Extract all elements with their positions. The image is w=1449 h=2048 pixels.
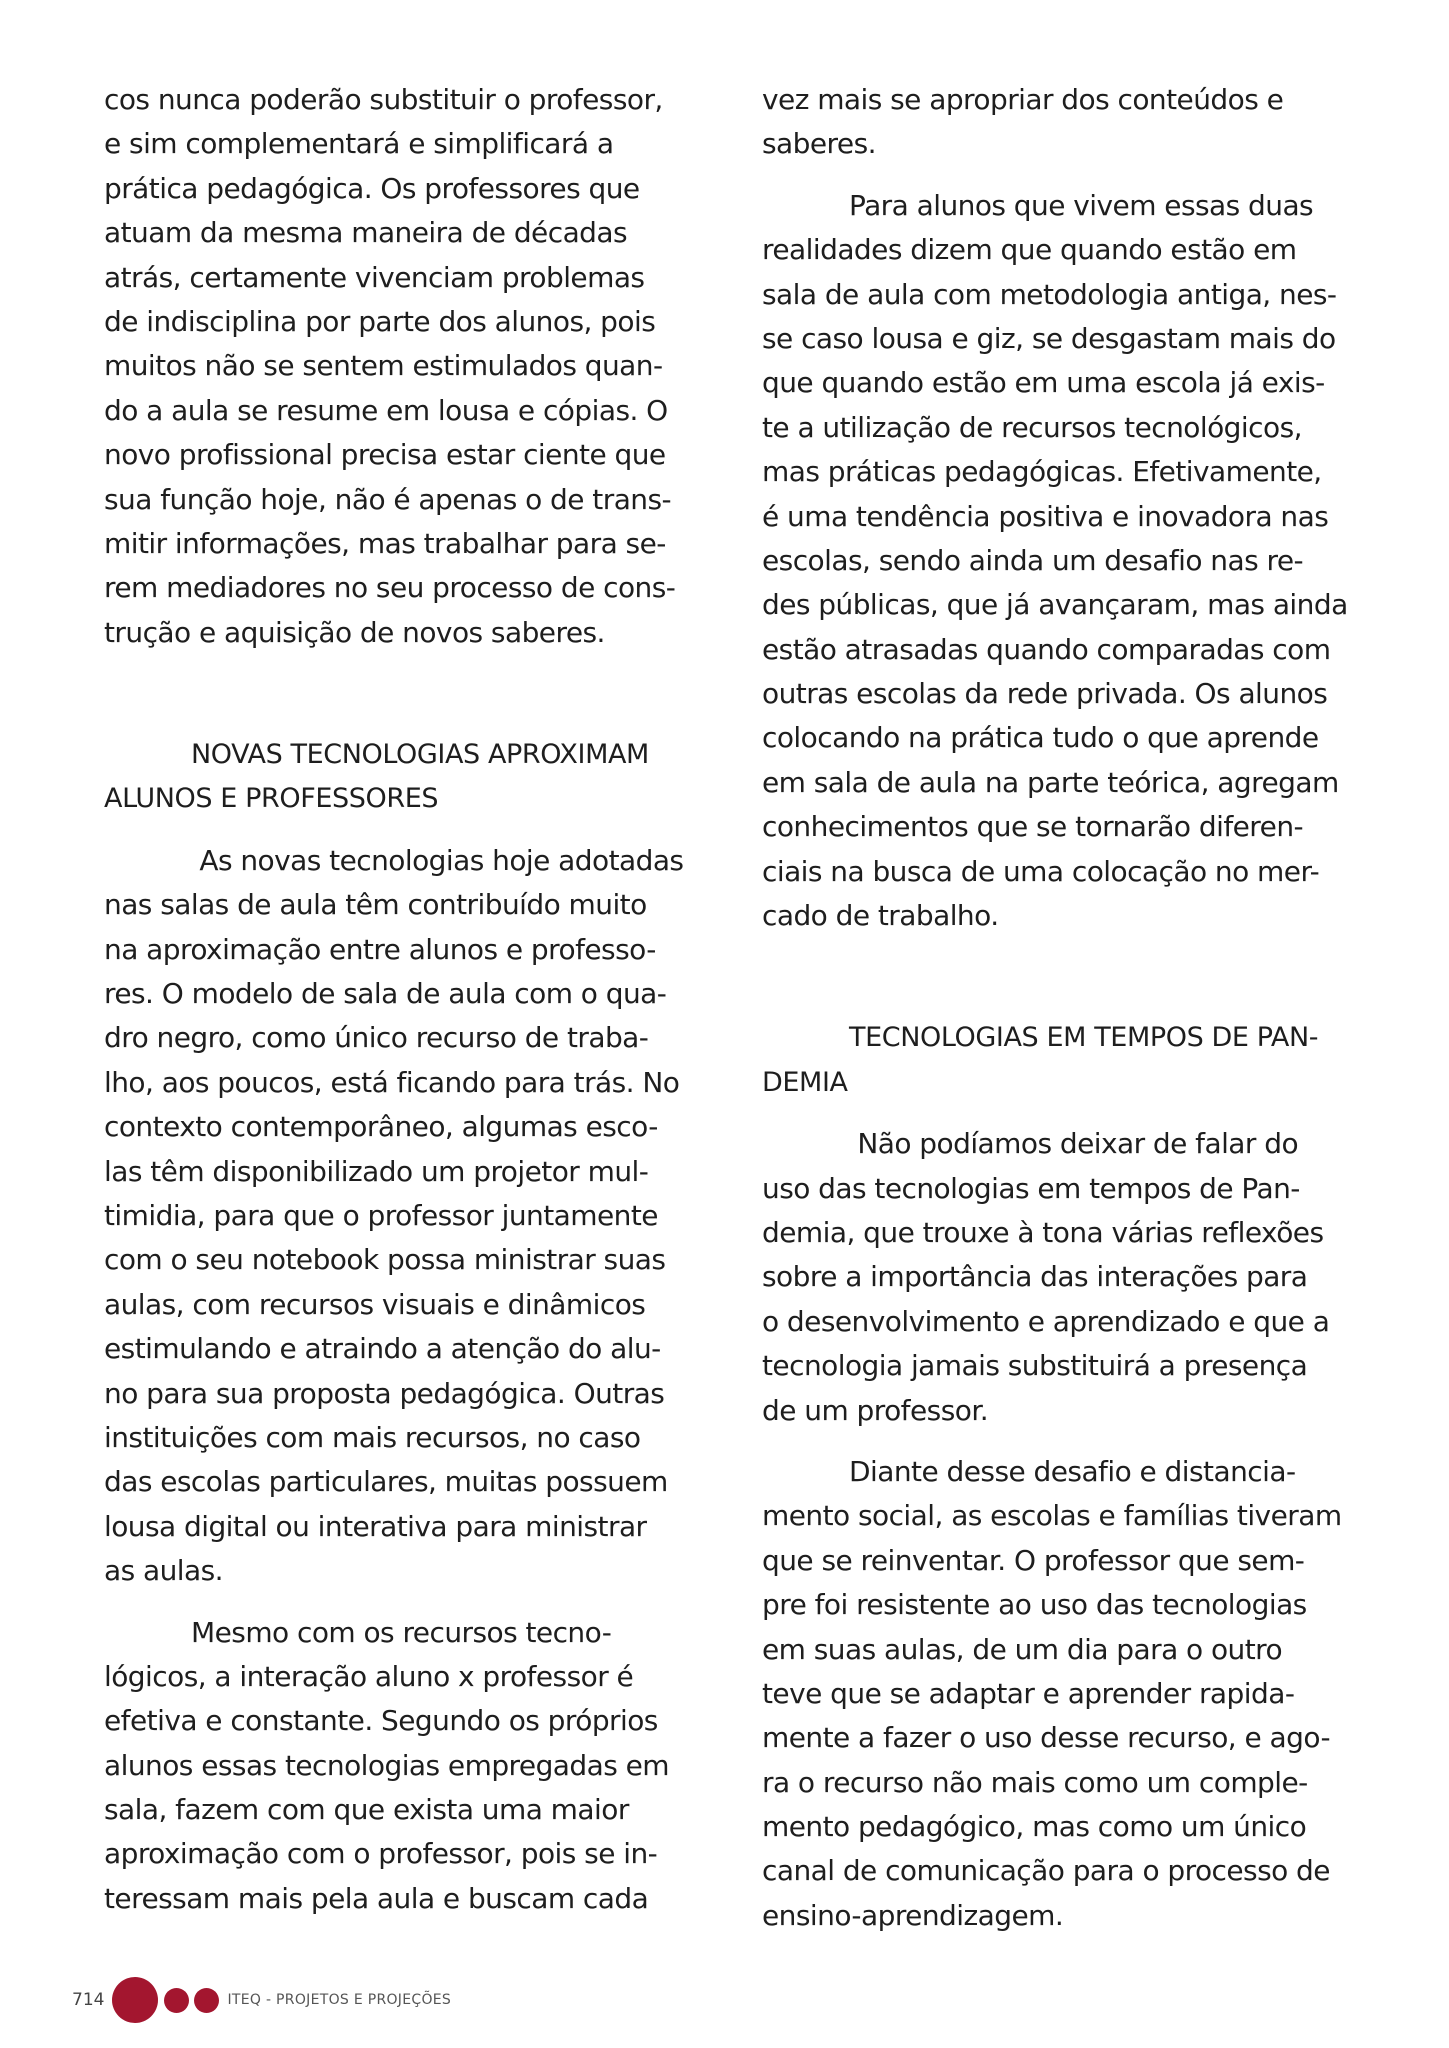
text-line: outras escolas da rede privada. Os alunos (762, 677, 1328, 711)
text-line: que quando estão em uma escola já exis- (762, 366, 1325, 400)
text-line: Mesmo com os recursos tecno- (191, 1615, 612, 1649)
text-line: sala de aula com metodologia antiga, nes- (762, 277, 1337, 311)
text-line: mas práticas pedagógicas. Efetivamente, (762, 455, 1322, 489)
text-line: estimulando e atraindo a atenção do alu- (104, 1332, 661, 1366)
text-line: demia, que trouxe à tona várias reflexões (762, 1215, 1324, 1249)
text-line: com o seu notebook possa ministrar suas (104, 1243, 666, 1277)
text-line: instituições com mais recursos, no caso (104, 1420, 641, 1454)
text-line: teve que se adaptar e aprender rapida- (762, 1676, 1295, 1710)
text-line: na aproximação entre alunos e professo- (104, 932, 656, 966)
paragraph (762, 1450, 1372, 1938)
text-line: lho, aos poucos, está ficando para trás. No (104, 1065, 680, 1099)
text-line: no para sua proposta pedagógica. Outras (104, 1376, 665, 1410)
text-line: o desenvolvimento e aprendizado e que a (762, 1304, 1330, 1338)
text-line: conhecimentos que se tornarão diferen- (762, 810, 1304, 844)
text-line: mitir informações, mas trabalhar para se- (104, 526, 666, 560)
text-line: das escolas particulares, muitas possuem (104, 1465, 668, 1499)
paragraph (104, 78, 714, 655)
text-line: muitos não se sentem estimulados quan- (104, 349, 663, 383)
text-line: de um professor. (762, 1393, 989, 1427)
decorative-dot-icon (164, 1988, 189, 2013)
text-line: As novas tecnologias hoje adotadas (191, 843, 684, 877)
text-line: aproximação com o professor, pois se in- (104, 1837, 658, 1871)
text-line: tecnologia jamais substituirá a presença (762, 1349, 1308, 1383)
text-line: trução e aquisição de novos saberes. (104, 615, 605, 649)
text-line: te a utilização de recursos tecnológicos, (762, 410, 1302, 444)
text-line: contexto contemporâneo, algumas esco- (104, 1110, 658, 1144)
text-line: prática pedagógica. Os professores que (104, 171, 640, 205)
text-line: estão atrasadas quando comparadas com (762, 632, 1331, 666)
text-line: que se reinventar. O professor que sem- (762, 1543, 1305, 1577)
text-line: cado de trabalho. (762, 899, 999, 933)
page-number: 714 (72, 1990, 105, 2010)
section-heading (762, 1016, 1372, 1105)
right-column (762, 78, 1372, 1938)
paragraph (104, 839, 714, 1594)
heading-line: TECNOLOGIAS EM TEMPOS DE PAN- (849, 1022, 1319, 1054)
paragraph (762, 78, 1372, 167)
text-line: lousa digital ou interativa para ministrar (104, 1509, 647, 1543)
text-line: sala, fazem com que exista uma maior (104, 1793, 629, 1827)
paragraph (762, 1122, 1372, 1433)
text-line: rem mediadores no seu processo de cons- (104, 571, 676, 605)
section-heading (104, 733, 714, 822)
text-line: atuam da mesma maneira de décadas (104, 216, 628, 250)
text-line: sua função hoje, não é apenas o de trans- (104, 482, 672, 516)
text-line: timidia, para que o professor juntamente (104, 1198, 658, 1232)
text-line: alunos essas tecnologias empregadas em (104, 1748, 670, 1782)
text-line: des públicas, que já avançaram, mas ainda (762, 588, 1348, 622)
text-line: pre foi resistente ao uso das tecnologias (762, 1588, 1307, 1622)
text-line: do a aula se resume em lousa e cópias. O (104, 393, 668, 427)
text-line: as aulas. (104, 1554, 224, 1588)
text-line: se caso lousa e giz, se desgastam mais do (762, 321, 1336, 355)
heading-line: NOVAS TECNOLOGIAS APROXIMAM (191, 739, 649, 771)
text-line: mente a fazer o uso desse recurso, e ago- (762, 1721, 1331, 1755)
heading-line: DEMIA (762, 1066, 848, 1098)
text-line: canal de comunicação para o processo de (762, 1854, 1330, 1888)
decorative-dot-icon (112, 1977, 158, 2023)
text-line: dro negro, como único recurso de traba- (104, 1021, 649, 1055)
paragraph (104, 1611, 714, 1922)
text-line: de indisciplina por parte dos alunos, pois (104, 304, 656, 338)
text-line: e sim complementará e simplificará a (104, 127, 614, 161)
page-footer (72, 1980, 451, 2020)
text-line: mento pedagógico, mas como um único (762, 1810, 1307, 1844)
text-line: atrás, certamente vivenciam problemas (104, 260, 645, 294)
text-line: ciais na busca de uma colocação no mer- (762, 854, 1320, 888)
text-line: lógicos, a interação aluno x professor é (104, 1659, 634, 1693)
text-line: vez mais se apropriar dos conteúdos e (762, 83, 1284, 116)
text-line: efetiva e constante. Segundo os próprios (104, 1704, 658, 1738)
text-line: res. O modelo de sala de aula com o qua- (104, 977, 667, 1011)
text-line: cos nunca poderão substituir o professor, (104, 83, 663, 116)
text-line: uso das tecnologias em tempos de Pan- (762, 1171, 1300, 1205)
text-line: é uma tendência positiva e inovadora nas (762, 499, 1329, 533)
text-line: colocando na prática tudo o que aprende (762, 721, 1319, 755)
decorative-dot-icon (194, 1988, 219, 2013)
text-line: mento social, as escolas e famílias tiveram (762, 1499, 1342, 1533)
text-line: sobre a importância das interações para (762, 1260, 1308, 1294)
text-line: Diante desse desafio e distancia- (849, 1454, 1296, 1488)
text-line: realidades dizem que quando estão em (762, 233, 1297, 267)
left-column (104, 78, 714, 1921)
text-line: Não podíamos deixar de falar do (849, 1127, 1299, 1161)
text-line: novo profissional precisa estar ciente que (104, 438, 666, 472)
text-line: Para alunos que vivem essas duas (849, 188, 1314, 222)
text-line: ensino-aprendizagem. (762, 1898, 1064, 1932)
text-line: ra o recurso não mais como um comple- (762, 1765, 1308, 1799)
text-line: nas salas de aula têm contribuído muito (104, 888, 647, 922)
text-line: em sala de aula na parte teórica, agregam (762, 765, 1339, 799)
text-line: las têm disponibilizado um projetor mul- (104, 1154, 649, 1188)
text-line: em suas aulas, de um dia para o outro (762, 1632, 1283, 1666)
text-line: escolas, sendo ainda um desafio nas re- (762, 543, 1304, 577)
paragraph (762, 184, 1372, 939)
heading-line: ALUNOS E PROFESSORES (104, 783, 439, 815)
text-line: aulas, com recursos visuais e dinâmicos (104, 1287, 646, 1321)
text-line: saberes. (762, 127, 876, 161)
text-line: teressam mais pela aula e buscam cada (104, 1881, 649, 1915)
publication-name: ITEQ - PROJETOS E PROJEÇÕES (227, 1992, 452, 2008)
